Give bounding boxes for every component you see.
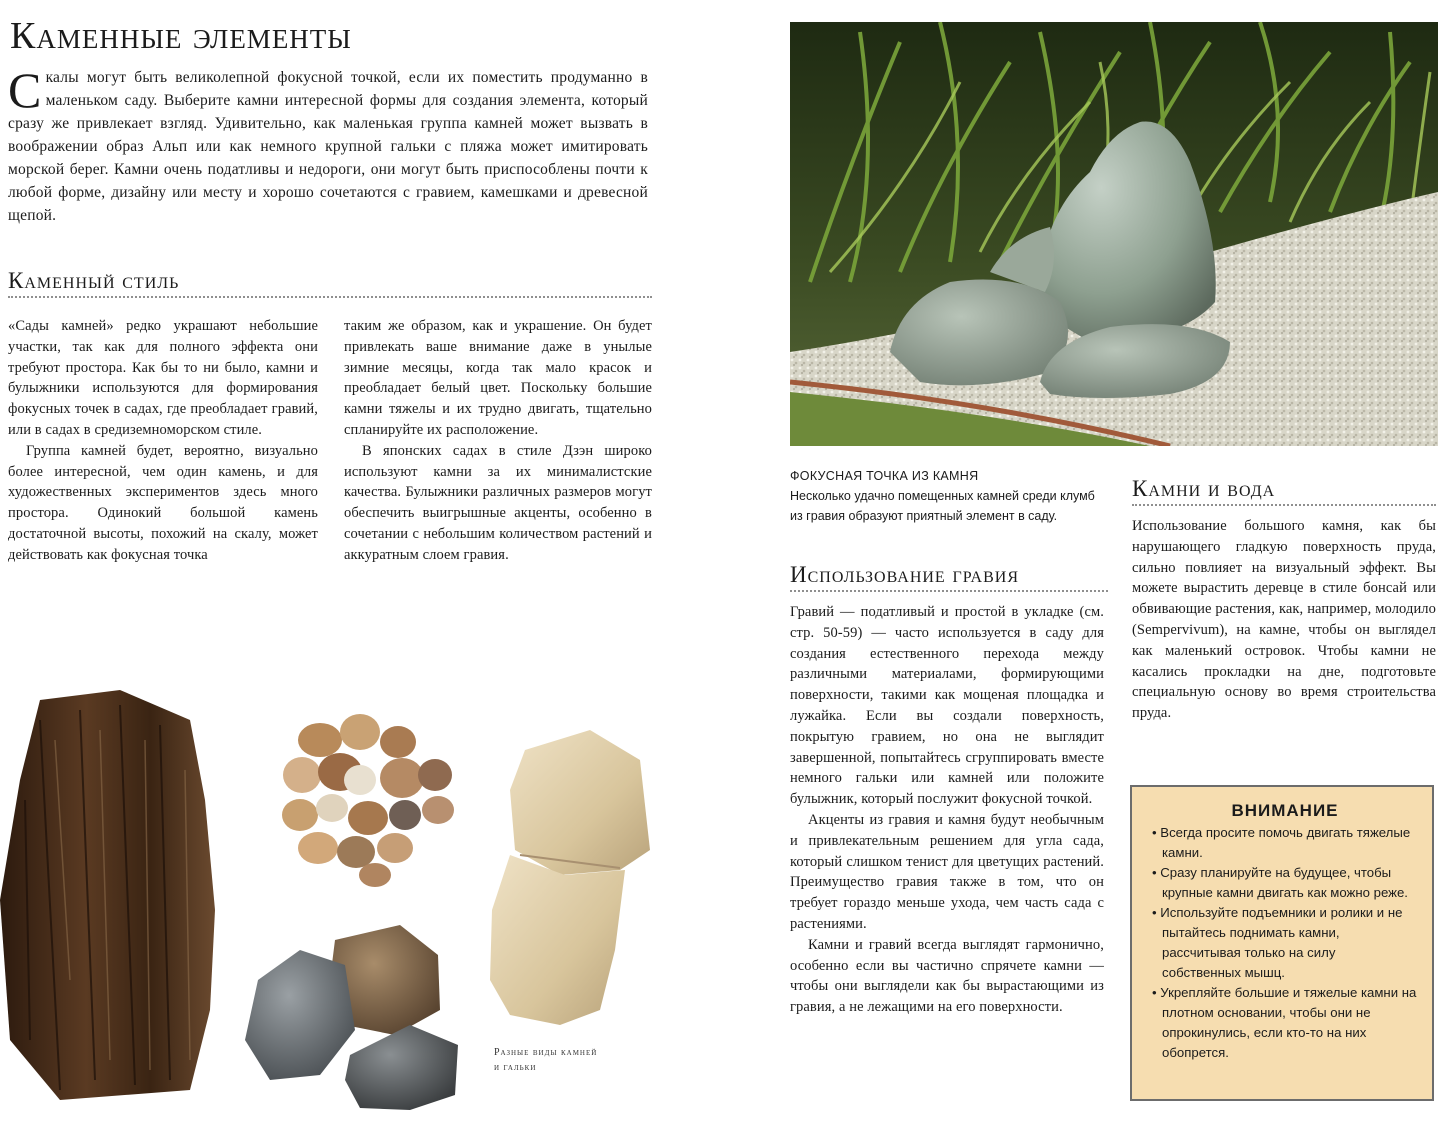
intro-paragraph xyxy=(8,62,648,227)
stones-caption-line-2: и гальки xyxy=(494,1062,537,1073)
photo-caption-heading: ФОКУСНАЯ ТОЧКА ИЗ КАМНЯ xyxy=(790,469,979,483)
paragraph: Использование большого камня, как бы нарушающего гладкую поверхность пруда, сильно повлияет на визуальный эффект. Вы можете вырастить деревце в стиле бонсай или обвивающие растения, как, например, молодило (Sempervivum), на камне, чтобы он выглядел как маленький островок. Чтобы камни не касались прокладки на дне, подготовьте специальную основу во время строительства пруда. xyxy=(1132,518,1436,722)
wood-rock xyxy=(0,690,215,1100)
section-divider xyxy=(1132,504,1436,506)
warning-item: • Всегда просите помочь двигать тяжелые камни. xyxy=(1152,823,1418,863)
paragraph: Камни и гравий всегда выглядят гармонично, особенно если вы частично спрячете камни — чтобы они выглядели как бы вырастающими из гравия, а не лежащими на его поверхности. xyxy=(790,936,1104,1016)
garden-photo xyxy=(790,22,1438,446)
warning-title: ВНИМАНИЕ xyxy=(1231,801,1339,820)
pebble-pile xyxy=(282,714,454,887)
grey-cobbles xyxy=(245,925,458,1110)
stones-caption-line-1: Разные виды камней xyxy=(494,1047,598,1058)
warning-item: • Используйте подъемники и ролики и не пытайтесь поднимать камни, рассчитывая только на силу собственных мышц. xyxy=(1152,903,1418,983)
water-column xyxy=(1132,516,1436,724)
warning-item: • Укрепляйте большие и тяжелые камни на плотном основании, чтобы они не опрокинулись, если кто-то на них обопрется. xyxy=(1152,983,1418,1063)
warning-item: • Сразу планируйте на будущее, чтобы крупные камни двигать как можно реже. xyxy=(1152,863,1418,903)
paragraph: Акценты из гравия и камня будут необычным и привлекательным решением для угла сада, который слишком тенист для цветущих растений. Преимущество гравия также в том, что он требует гораздо меньше ухода, чем часть сада с растениями. xyxy=(790,811,1104,932)
section-divider xyxy=(790,590,1108,592)
drop-cap: С xyxy=(8,62,42,118)
section-heading-gravel: Использование гравия xyxy=(790,562,1020,587)
section-divider xyxy=(8,296,652,298)
photo-caption-text: Несколько удачно помещенных камней среди клумб из гравия образуют приятный элемент в саду. xyxy=(790,489,1095,523)
stone-style-column-1 xyxy=(8,316,318,566)
garden-photo-image xyxy=(790,22,1438,446)
paragraph: «Сады камней» редко украшают небольшие участки, так как для полного эффекта они требуют простора. Как бы то ни было, камни и булыжники используются для формирования фокусных точек в садах, где преобладает гравий, или в садах в средиземноморском стиле. xyxy=(8,318,318,438)
section-heading-stone-style: Каменный стиль xyxy=(8,268,180,293)
stones-caption xyxy=(494,1045,597,1075)
stone-style-column-2 xyxy=(344,316,652,566)
warning-box xyxy=(1130,785,1434,1101)
paragraph: Группа камней будет, вероятно, визуально более интересной, чем один камень, и для художественных экспериментов здесь много простора. Одинокий большой камень достаточной высоты, похожий на скалу, может действовать как фокусная точка xyxy=(8,442,318,563)
paragraph: В японских садах в стиле Дзэн широко используют камни за их минималистские качества. Булыжники различных размеров могут обеспечить выигрышные акценты, особенно в сочетании с небольшим количеством растений и аккуратным слоем гравия. xyxy=(344,442,652,563)
section-heading-water: Камни и вода xyxy=(1132,476,1276,501)
intro-text: калы могут быть великолепной фокусной точкой, если их поместить продуманно в маленьком саду. Выберите камни интересной формы для создания элемента, который сразу же привлекает взгляд. Удивительно, как маленькая группа камней может вызвать в воображении образ Альп или как немного крупной гальки с пляжа может имитировать морской берег. Камни очень податливы и недороги, они могут быть приспособлены почти к любой форме, дизайну или месту и хорошо сочетаются с гравием, камешками и древесной щепой. xyxy=(8,69,648,224)
gravel-column xyxy=(790,602,1104,1018)
page-title: Каменные элементы xyxy=(10,15,352,57)
paragraph: Гравий — податливый и простой в укладке (см. стр. 50-59) — часто используется в саду для создания естественного перехода между различными материалами, формирующими поверхности, такими как мощеная площадка и лужайка. Если вы создали поверхность, покрытую гравием, но она не выглядит завершенной, попытайтесь сгруппировать вместе немного гальки или камней или положите булыжник, который послужит фокусной точкой. xyxy=(790,604,1104,808)
photo-caption xyxy=(790,466,1110,526)
warning-list xyxy=(1152,823,1418,1063)
sandstone-slab xyxy=(490,730,650,1025)
paragraph: таким же образом, как и украшение. Он будет привлекать ваше внимание даже в унылые зимние месяцы, когда так мало красок и преобладает белый цвет. Поскольку большие камни тяжелы и их трудно двигать, тщательно спланируйте их расположение. xyxy=(344,318,652,438)
